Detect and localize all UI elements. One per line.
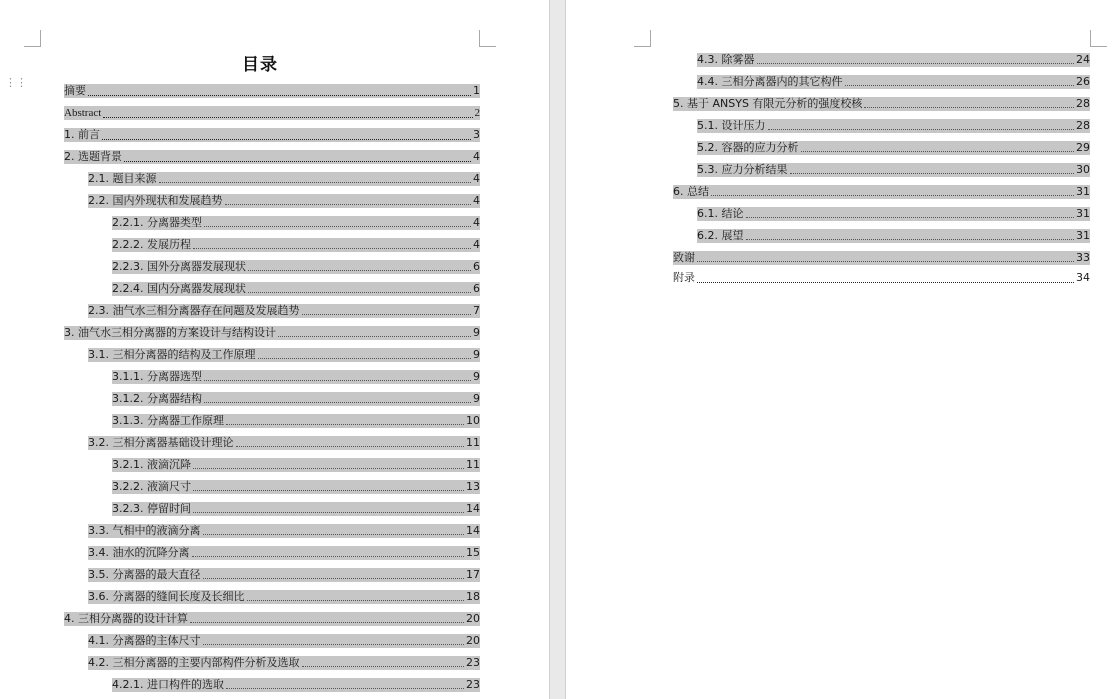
toc-leader <box>203 578 465 579</box>
toc-leader <box>225 204 472 205</box>
toc-leader <box>302 314 472 315</box>
toc-entry[interactable] <box>64 150 480 164</box>
toc-leader <box>768 129 1075 130</box>
toc-entry-text: 2.2. 国内外现状和发展趋势 <box>88 194 223 207</box>
toc-entry-page: 6 <box>473 282 480 295</box>
toc-entry-page: 13 <box>466 480 480 493</box>
toc-entry[interactable] <box>88 348 480 362</box>
toc-entry-page: 20 <box>466 634 480 647</box>
toc-entry-page: 17 <box>466 568 480 581</box>
toc-entry-text: 4.1. 分离器的主体尺寸 <box>88 634 201 647</box>
toc-leader <box>236 446 465 447</box>
toc-title: 目录 <box>242 55 278 75</box>
toc-entry-text: 3.5. 分离器的最大直径 <box>88 568 201 581</box>
toc-entry-text: 2.2.1. 分离器类型 <box>112 216 202 229</box>
toc-entry[interactable] <box>88 634 480 648</box>
toc-entry-page: 4 <box>473 150 480 163</box>
toc-entry-text: 3.1.2. 分离器结构 <box>112 392 202 405</box>
toc-entry-page: 31 <box>1076 185 1090 198</box>
toc-entry[interactable] <box>88 172 480 186</box>
toc-leader <box>226 688 464 689</box>
page-gutter <box>549 0 566 699</box>
toc-leader <box>697 282 1074 283</box>
toc-leader <box>193 490 464 491</box>
toc-leader <box>193 512 464 513</box>
toc-entry-text: 4.4. 三相分离器内的其它构件 <box>697 75 843 88</box>
toc-entry-page: 11 <box>466 458 480 471</box>
toc-leader <box>159 182 472 183</box>
toc-leader <box>302 666 465 667</box>
toc-entry[interactable] <box>88 524 480 538</box>
toc-entry[interactable] <box>112 238 480 252</box>
toc-entry[interactable] <box>697 163 1090 177</box>
toc-entry-text: 3.1.1. 分离器选型 <box>112 370 202 383</box>
toc-entry[interactable] <box>112 370 480 384</box>
toc-entry-page: 7 <box>473 304 480 317</box>
toc-entry-page: 30 <box>1076 163 1090 176</box>
toc-entry-page: 31 <box>1076 229 1090 242</box>
toc-entry-text: 5.1. 设计压力 <box>697 119 766 132</box>
toc-entry-text: 2.1. 题目来源 <box>88 172 157 185</box>
page-corner-mark <box>634 30 651 47</box>
toc-entry-text: 5.2. 容器的应力分析 <box>697 141 799 154</box>
toc-entry[interactable] <box>673 271 1090 285</box>
toc-entry[interactable] <box>697 75 1090 89</box>
toc-entry[interactable] <box>88 568 480 582</box>
toc-entry-text: 2.2.2. 发展历程 <box>112 238 191 251</box>
toc-entry[interactable] <box>88 546 480 560</box>
toc-entry-page: 23 <box>466 656 480 669</box>
toc-entry-page: 20 <box>466 612 480 625</box>
toc-entry-text: 3.6. 分离器的缝间长度及长细比 <box>88 590 245 603</box>
toc-entry-text: 2. 选题背景 <box>64 150 122 163</box>
toc-entry[interactable] <box>673 185 1090 199</box>
toc-entry[interactable] <box>697 53 1090 67</box>
toc-entry-page: 3 <box>473 128 480 141</box>
toc-entry[interactable] <box>112 678 480 692</box>
toc-entry-page: 34 <box>1076 271 1090 284</box>
toc-entry[interactable] <box>64 326 480 340</box>
toc-entry-text: 2.3. 油气水三相分离器存在问题及发展趋势 <box>88 304 300 317</box>
toc-entry-page: 9 <box>473 348 480 361</box>
toc-leader <box>746 217 1075 218</box>
toc-leader <box>124 161 471 162</box>
toc-leader <box>248 292 471 293</box>
toc-leader <box>746 239 1075 240</box>
toc-entry-page: 9 <box>473 326 480 339</box>
document-page-right <box>566 0 1112 699</box>
toc-entry-page: 28 <box>1076 119 1090 132</box>
toc-entry-text: 6.1. 结论 <box>697 207 744 220</box>
toc-entry-text: 6. 总结 <box>673 185 709 198</box>
toc-entry-text: 3.1. 三相分离器的结构及工作原理 <box>88 348 256 361</box>
toc-entry[interactable] <box>112 458 480 472</box>
toc-entry-page: 4 <box>473 238 480 251</box>
toc-entry-page: 14 <box>466 502 480 515</box>
toc-entry-text: 4.2.1. 进口构件的选取 <box>112 678 224 691</box>
toc-entry-text: 5. 基于 ANSYS 有限元分析的强度校核 <box>673 97 863 110</box>
toc-entry-text: 附录 <box>673 271 695 284</box>
toc-entry-page: 24 <box>1076 53 1090 66</box>
toc-entry-text: 摘要 <box>64 84 86 97</box>
toc-entry[interactable] <box>112 480 480 494</box>
toc-leader <box>88 95 471 96</box>
toc-entry-page: 1 <box>473 84 480 97</box>
drag-handle-icon[interactable]: ⋮⋮ <box>5 76 27 89</box>
toc-entry-text: 6.2. 展望 <box>697 229 744 242</box>
toc-entry-page: 31 <box>1076 207 1090 220</box>
toc-leader <box>757 63 1075 64</box>
toc-entry[interactable] <box>88 656 480 670</box>
toc-entry-text: 4.2. 三相分离器的主要内部构件分析及选取 <box>88 656 300 669</box>
toc-leader <box>258 358 472 359</box>
toc-entry[interactable] <box>112 260 480 274</box>
toc-entry[interactable] <box>88 304 480 318</box>
page-corner-mark <box>1090 30 1107 47</box>
toc-entry-page: 26 <box>1076 75 1090 88</box>
toc-leader <box>203 534 465 535</box>
toc-leader <box>204 380 471 381</box>
toc-entry[interactable] <box>697 207 1090 221</box>
toc-leader <box>278 336 471 337</box>
toc-leader <box>102 139 471 140</box>
toc-leader <box>864 107 1074 108</box>
toc-entry[interactable] <box>112 392 480 406</box>
toc-entry[interactable] <box>88 194 480 208</box>
toc-entry[interactable] <box>88 590 480 604</box>
toc-entry-text: 3.2.2. 液滴尺寸 <box>112 480 191 493</box>
toc-entry[interactable] <box>697 229 1090 243</box>
toc-entry-page: 18 <box>466 590 480 603</box>
toc-entry-text: 3.1.3. 分离器工作原理 <box>112 414 224 427</box>
toc-entry[interactable] <box>88 436 480 450</box>
toc-leader <box>226 424 464 425</box>
toc-leader <box>801 151 1075 152</box>
toc-entry-page: 14 <box>466 524 480 537</box>
toc-entry-text: 3. 油气水三相分离器的方案设计与结构设计 <box>64 326 276 339</box>
toc-entry[interactable] <box>673 97 1090 111</box>
toc-entry-page: 9 <box>473 370 480 383</box>
toc-entry[interactable] <box>697 141 1090 155</box>
toc-leader <box>697 261 1074 262</box>
toc-entry-text: 1. 前言 <box>64 128 100 141</box>
toc-entry[interactable] <box>64 612 480 626</box>
document-page-left <box>0 0 549 699</box>
toc-entry-text: 3.3. 气相中的液滴分离 <box>88 524 201 537</box>
toc-leader <box>193 248 471 249</box>
toc-entry-page: 29 <box>1076 141 1090 154</box>
toc-entry-text: 2.2.3. 国外分离器发展现状 <box>112 260 246 273</box>
toc-leader <box>204 226 471 227</box>
toc-entry[interactable] <box>112 282 480 296</box>
toc-leader <box>193 468 464 469</box>
toc-entry-page: 10 <box>466 414 480 427</box>
toc-entry-text: 3.2.1. 液滴沉降 <box>112 458 191 471</box>
toc-entry-text: 4. 三相分离器的设计计算 <box>64 612 188 625</box>
toc-entry-text: 3.2.3. 停留时间 <box>112 502 191 515</box>
page-corner-mark <box>479 30 496 47</box>
toc-entry-text: 4.3. 除雾器 <box>697 53 755 66</box>
toc-leader <box>711 195 1074 196</box>
toc-leader <box>248 270 471 271</box>
toc-entry-page: 2 <box>474 107 480 119</box>
toc-entry-page: 4 <box>473 216 480 229</box>
toc-entry-text: 2.2.4. 国内分离器发展现状 <box>112 282 246 295</box>
toc-entry[interactable] <box>112 216 480 230</box>
toc-entry-page: 6 <box>473 260 480 273</box>
toc-entry-page: 23 <box>466 678 480 691</box>
toc-entry[interactable] <box>64 84 480 98</box>
toc-entry-page: 15 <box>466 546 480 559</box>
toc-entry-page: 9 <box>473 392 480 405</box>
toc-entry-page: 4 <box>473 194 480 207</box>
toc-entry-text: Abstract <box>64 107 102 119</box>
toc-entry[interactable] <box>64 128 480 142</box>
toc-leader <box>790 173 1075 174</box>
toc-entry[interactable] <box>673 251 1090 265</box>
toc-entry-text: 致谢 <box>673 251 695 264</box>
toc-entry-page: 33 <box>1076 251 1090 264</box>
toc-leader <box>203 644 465 645</box>
toc-leader <box>190 622 464 623</box>
page-corner-mark <box>24 30 41 47</box>
toc-entry-page: 4 <box>473 172 480 185</box>
toc-entry-page: 11 <box>466 436 480 449</box>
toc-entry-text: 5.3. 应力分析结果 <box>697 163 788 176</box>
toc-entry-text: 3.2. 三相分离器基础设计理论 <box>88 436 234 449</box>
toc-leader <box>204 402 471 403</box>
toc-leader <box>192 556 465 557</box>
toc-leader <box>247 600 465 601</box>
toc-entry[interactable] <box>697 119 1090 133</box>
toc-leader <box>845 85 1075 86</box>
toc-entry[interactable] <box>112 414 480 428</box>
toc-entry[interactable] <box>112 502 480 516</box>
toc-entry-text: 3.4. 油水的沉降分离 <box>88 546 190 559</box>
toc-leader <box>103 117 472 118</box>
toc-entry-page: 28 <box>1076 97 1090 110</box>
toc-entry[interactable] <box>64 106 480 120</box>
